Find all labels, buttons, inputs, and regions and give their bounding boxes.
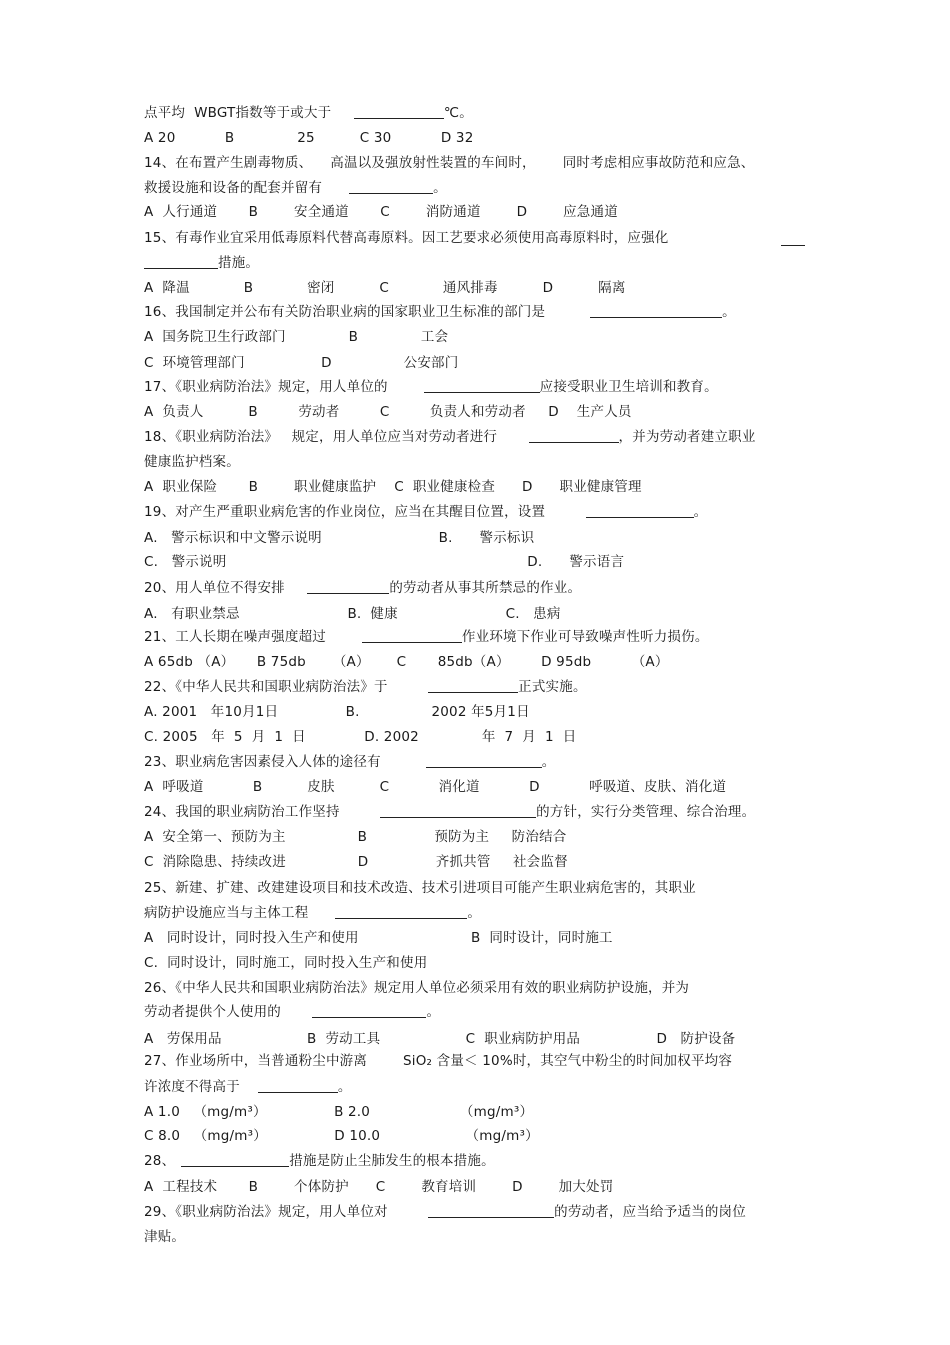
q19-options-row1: A. 警示标识和中文警示说明 B. 警示标识	[144, 530, 535, 546]
q25-stem-line1: 25、新建、扩建、改建建设项目和技术改造、技术引进项目可能产生职业病危害的，其职业	[144, 880, 696, 896]
q21-options: A 65db （A） B 75db （A） C 85db（A） D 95db （A）	[144, 654, 669, 670]
q22-stem-end: 正式实施。	[518, 679, 587, 695]
q24-stem	[144, 803, 755, 821]
q27-stem-line2	[144, 1078, 352, 1096]
q14-stem-line1: 14、在布置产生剧毒物质、 高温以及强放射性装置的车间时， 同时考虑相应事故防范和应急、	[144, 155, 755, 171]
question-13-stem	[144, 104, 473, 122]
q29-stem-line2: 津贴。	[144, 1229, 186, 1245]
q16-stem-end: 。	[722, 304, 736, 320]
q16-options-row1: A 国务院卫生行政部门 B 工会	[144, 329, 449, 345]
q20-stem-end: 的劳动者从事其所禁忌的作业。	[389, 580, 582, 596]
q26-stem-line2	[144, 1003, 440, 1021]
q27-options-row1: A 1.0 （mg/m³） B 2.0 （mg/m³）	[144, 1104, 534, 1120]
q21-stem-end: 作业环境下作业可导致噪声性听力损伤。	[461, 629, 709, 645]
q23-stem	[144, 753, 555, 771]
q19-stem-end: 。	[693, 504, 708, 520]
q22-options-row2: C. 2005 年 5 月 1 日 D. 2002 年 7 月 1 日	[144, 729, 577, 745]
q26-stem-line1: 26、《中华人民共和国职业病防治法》规定用人单位必须采用有效的职业病防护设施，并为	[144, 980, 690, 996]
q28-stem	[144, 1152, 495, 1170]
q25-stem-line2	[144, 904, 481, 922]
q17-stem-end: 应接受职业卫生培训和教育。	[539, 379, 718, 395]
answer-blank	[335, 904, 467, 919]
answer-blank	[426, 753, 542, 768]
q19-stem	[144, 503, 707, 521]
q14-stem-line2	[144, 179, 447, 197]
q19-options-row2: C. 警示说明 D. 警示语言	[144, 554, 625, 570]
q23-stem-text: 23、职业病危害因素侵入人体的途径有	[144, 754, 426, 770]
q20-stem	[144, 579, 581, 597]
q28-options: A 工程技术 B 个体防护 C 教育培训 D 加大处罚	[144, 1179, 614, 1195]
q16-stem-text: 16、我国制定并公布有关防治职业病的国家职业卫生标准的部门是	[144, 304, 591, 320]
q25-stem-text: 病防护设施应当与主体工程	[144, 905, 336, 921]
q25-options-row1: A 同时设计，同时投入生产和使用 B 同时设计，同时施工	[144, 930, 613, 946]
answer-blank	[181, 1152, 289, 1167]
answer-blank	[529, 428, 619, 443]
q14-stem-end: 。	[433, 180, 447, 196]
answer-blank	[424, 378, 540, 393]
q21-stem-text: 21、工人长期在噪声强度超过	[144, 629, 362, 645]
q25-options-row2: C. 同时设计，同时施工，同时投入生产和使用	[144, 955, 428, 971]
q24-stem-text: 24、我国的职业病防治工作坚持	[144, 804, 381, 820]
answer-blank	[362, 628, 462, 643]
answer-blank	[428, 1203, 554, 1218]
q27-stem-end: 。	[337, 1079, 352, 1095]
q21-stem	[144, 628, 709, 646]
q26-stem-text: 劳动者提供个人使用的	[144, 1004, 313, 1020]
q18-options: A 职业保险 B 职业健康监护 C 职业健康检查 D 职业健康管理	[144, 479, 642, 495]
q17-stem-text: 17、《职业病防治法》规定，用人单位的	[144, 379, 424, 395]
q13-stem-text: 点平均 WBGT指数等于或大于	[144, 105, 354, 121]
q20-stem-text: 20、用人单位不得安排	[144, 580, 308, 596]
q13-stem-end: ℃。	[443, 105, 473, 121]
q17-stem	[144, 378, 718, 396]
q19-stem-text: 19、对产生严重职业病危害的作业岗位，应当在其醒目位置，设置	[144, 504, 586, 520]
q23-options: A 呼吸道 B 皮肤 C 消化道 D 呼吸道、皮肤、消化道	[144, 779, 727, 795]
answer-blank	[428, 678, 518, 693]
answer-blank	[586, 503, 694, 518]
q24-stem-end: 的方针，实行分类管理、综合治理。	[536, 804, 756, 820]
q18-stem-end: ，并为劳动者建立职业	[618, 429, 756, 445]
q22-stem	[144, 678, 587, 696]
q16-stem	[144, 303, 736, 321]
answer-blank	[312, 1003, 426, 1018]
q15-stem-end: 措施。	[218, 255, 260, 271]
q29-stem-line1	[144, 1203, 746, 1221]
q24-options-row2: C 消除隐患、持续改进 D 齐抓共管 社会监督	[144, 854, 568, 870]
q15-stem-line1: 15、有毒作业宜采用低毒原料代替高毒原料。因工艺要求必须使用高毒原料时，应强化	[144, 230, 669, 246]
q25-stem-end: 。	[467, 905, 482, 921]
q26-stem-end: 。	[426, 1004, 441, 1020]
q22-stem-text: 22、《中华人民共和国职业病防治法》于	[144, 679, 429, 695]
q29-stem-text: 29、《职业病防治法》规定，用人单位对	[144, 1204, 429, 1220]
q22-options-row1: A. 2001 年10月1日 B. 2002 年5月1日	[144, 704, 530, 720]
q27-stem-line1: 27、作业场所中，当普通粉尘中游离 SiO₂ 含量＜ 10%时，其空气中粉尘的时间加权平均容	[144, 1053, 733, 1069]
q20-options: A. 有职业禁忌 B. 健康 C. 患病	[144, 606, 561, 622]
q16-options-row2: C 环境管理部门 D 公安部门	[144, 355, 459, 371]
q15-stem-line2	[144, 254, 259, 272]
q14-stem-text: 救援设施和设备的配套并留有	[144, 180, 350, 196]
answer-blank	[590, 303, 722, 318]
q14-options: A 人行通道 B 安全通道 C 消防通道 D 应急通道	[144, 204, 618, 220]
answer-blank	[258, 1078, 338, 1093]
q18-stem-text: 18、《职业病防治法》 规定，用人单位应当对劳动者进行	[144, 429, 529, 445]
q27-stem-text: 许浓度不得高于	[144, 1079, 258, 1095]
q18-stem-line1	[144, 428, 756, 446]
q28-stem-end: 措施是防止尘肺发生的根本措施。	[289, 1153, 495, 1169]
q28-stem-text: 28、	[144, 1153, 176, 1169]
q13-options: A 20 B 25 C 30 D 32	[144, 130, 474, 146]
answer-blank	[380, 803, 536, 818]
answer-blank	[349, 179, 433, 194]
q17-options: A 负责人 B 劳动者 C 负责人和劳动者 D 生产人员	[144, 404, 632, 420]
q24-options-row1: A 安全第一、预防为主 B 预防为主 防治结合	[144, 829, 567, 845]
q29-stem-end: 的劳动者，应当给予适当的岗位	[554, 1204, 746, 1220]
q27-options-row2: C 8.0 （mg/m³） D 10.0 （mg/m³）	[144, 1128, 539, 1144]
answer-blank-start	[781, 245, 805, 246]
q18-stem-line2: 健康监护档案。	[144, 454, 240, 470]
q15-options: A 降温 B 密闭 C 通风排毒 D 隔离	[144, 280, 626, 296]
q23-stem-end: 。	[541, 754, 556, 770]
answer-blank	[144, 254, 218, 269]
answer-blank	[354, 104, 444, 119]
answer-blank	[307, 579, 389, 594]
q26-options: A 劳保用品 B 劳动工具 C 职业病防护用品 D 防护设备	[144, 1031, 736, 1047]
